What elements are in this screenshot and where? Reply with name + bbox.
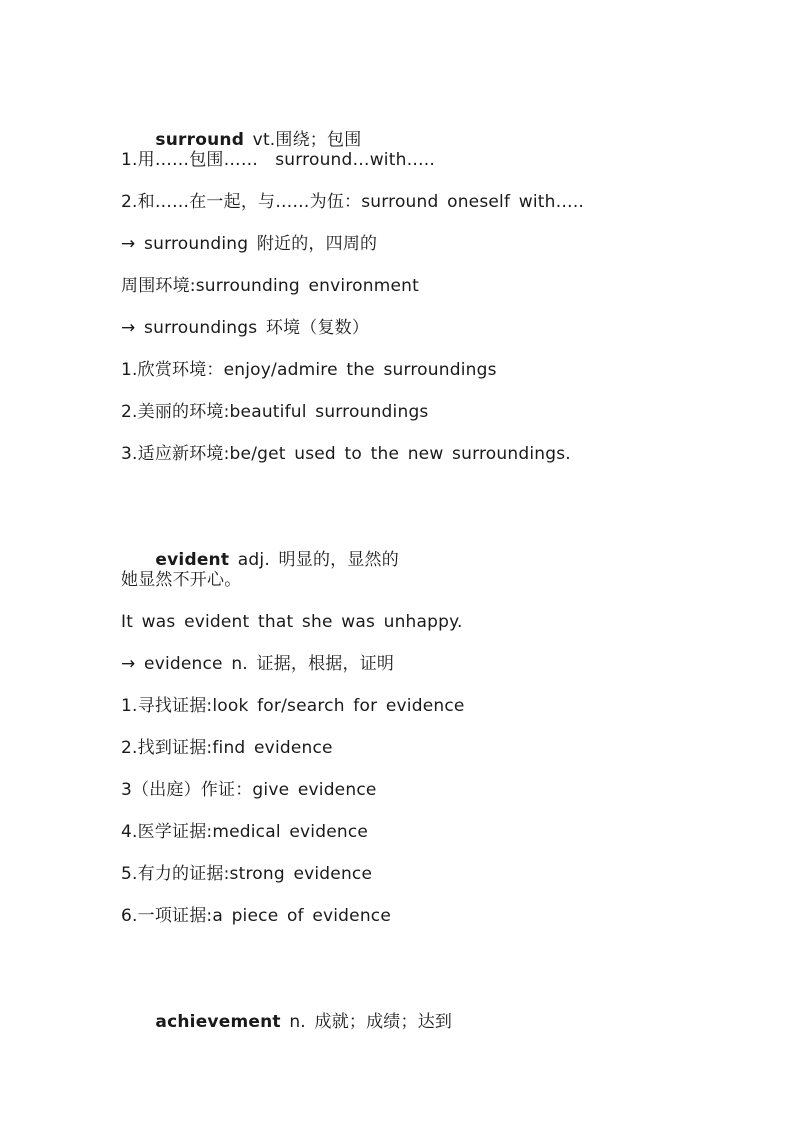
headword: surround [155,130,245,150]
definition: vt.围绕；包围 [244,130,362,150]
headword: achievement [155,1012,281,1032]
headword: evident [155,550,230,570]
text-line: 1.寻找证据:look for/search for evidence [121,696,465,716]
text-line: 1.用……包围…… surround…with….. [121,150,435,170]
text-line: → surroundings 环境（复数） [121,318,370,338]
definition: n. 成就；成绩；达到 [280,1012,453,1032]
text-line: → surrounding 附近的，四周的 [121,234,378,254]
text-line: 她显然不开心。 [121,570,242,590]
text-line: → evidence n. 证据，根据，证明 [121,654,395,674]
definition: adj. 明显的，显然的 [229,550,399,570]
text-line: 周围环境:surrounding environment [121,276,419,296]
text-line: 5.有力的证据:strong evidence [121,864,373,884]
text-line: 3（出庭）作证：give evidence [121,780,377,800]
text-line: 1.欣赏环境：enjoy/admire the surroundings [121,360,497,380]
text-line: 6.一项证据:a piece of evidence [121,906,392,926]
entry-heading-achievement [121,989,452,1055]
text-line: 2.找到证据:find evidence [121,738,333,758]
text-line: 3.适应新环境:be/get used to the new surroundings. [121,444,571,464]
text-line: 4.医学证据:medical evidence [121,822,369,842]
text-line: 2.美丽的环境:beautiful surroundings [121,402,429,422]
text-line: It was evident that she was unhappy. [121,612,463,632]
text-line: 2.和……在一起，与……为伍：surround oneself with….. [121,192,585,212]
